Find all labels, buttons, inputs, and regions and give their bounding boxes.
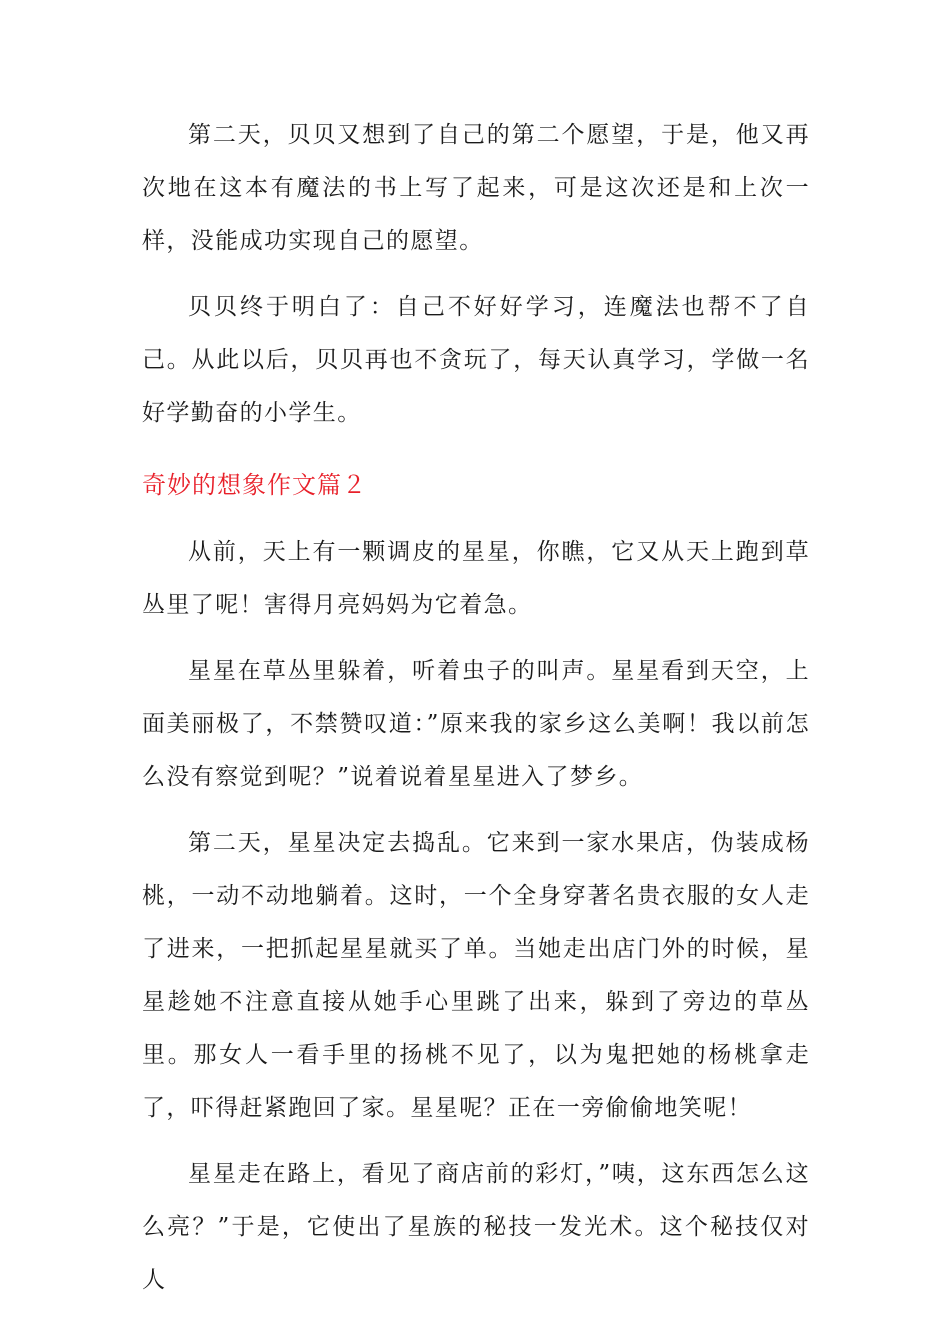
paragraph: 贝贝终于明白了：自己不好好学习，连魔法也帮不了自己。从此以后，贝贝再也不贪玩了，每天认真学习，学做一名好学勤奋的小学生。 [142,294,810,426]
document-body [142,109,810,1307]
paragraph: 从前，天上有一颗调皮的星星，你瞧，它又从天上跑到草丛里了呢！害得月亮妈妈为它着急。 [142,539,810,618]
paragraph: 第二天，星星决定去捣乱。它来到一家水果店，伪装成杨桃，一动不动地躺着。这时，一个全身穿著名贵衣服的女人走了进来，一把抓起星星就买了单。当她走出店门外的时候，星星趁她不注意直接从她手心里跳了出来，躲到了旁边的草丛里。那女人一看手里的扬桃不见了，以为鬼把她的杨桃拿走了，吓得赶紧跑回了家。星星呢？正在一旁偷偷地笑呢！ [142,830,810,1121]
paragraph: 第二天，贝贝又想到了自己的第二个愿望，于是，他又再次地在这本有魔法的书上写了起来，可是这次还是和上次一样，没能成功实现自己的愿望。 [142,122,810,254]
paragraph: 星星在草丛里躲着，听着虫子的叫声。星星看到天空，上面美丽极了，不禁赞叹道：”原来我的家乡这么美啊！我以前怎么没有察觉到呢？”说着说着星星进入了梦乡。 [142,658,810,790]
paragraph: 星星走在路上，看见了商店前的彩灯，”咦，这东西怎么这么亮？”于是，它使出了星族的秘技一发光术。这个秘技仅对人 [142,1161,810,1293]
section-title: 奇妙的想象作文篇２ [142,471,367,499]
